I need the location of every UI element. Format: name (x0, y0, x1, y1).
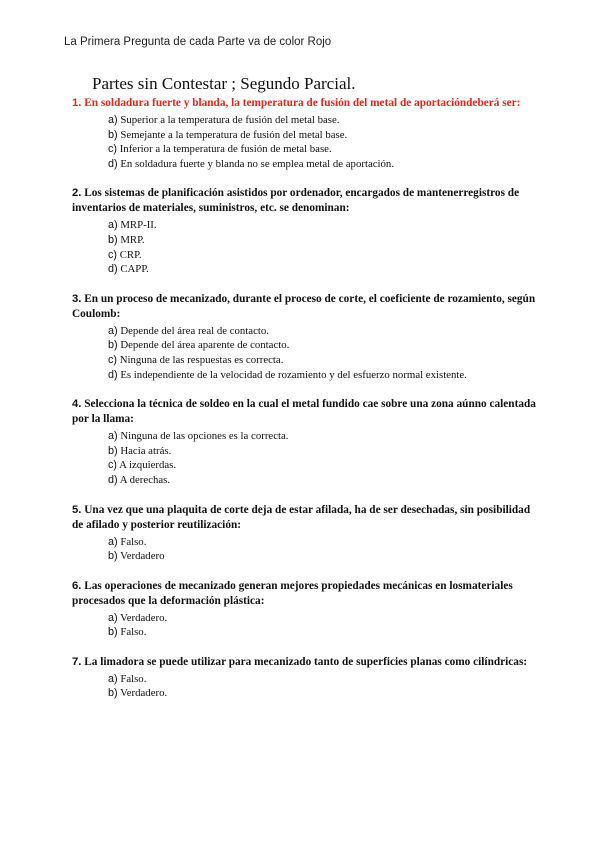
question-number: 3. (72, 292, 82, 305)
answer-option (108, 473, 542, 488)
option-text: Verdadero. (120, 611, 168, 624)
option-letter: a) (108, 324, 118, 337)
option-text: Falso. (120, 626, 147, 639)
question-body: Selecciona la técnica de soldeo en la cual el metal fundido cae sobre una zona aúnno calentada por la llama: (72, 398, 536, 426)
option-text: Depende del área aparente de contacto. (120, 339, 290, 352)
question-number: 4. (72, 398, 82, 411)
question-body: La limadora se puede utilizar para mecanizado tanto de superficies planas como cilíndricas: (84, 655, 528, 668)
option-text: Verdadero. (120, 687, 168, 700)
option-text: MRP-II. (120, 219, 157, 232)
option-text: Semejante a la temperatura de fusión del metal base. (120, 128, 348, 141)
option-letter: b) (108, 626, 118, 639)
option-letter: d) (108, 263, 118, 276)
answer-options (72, 218, 542, 276)
page-title: Partes sin Contestar ; Segundo Parcial. (92, 74, 356, 93)
question-body: En soldadura fuerte y blanda, la temperatura de fusión del metal de aportacióndeberá ser: (84, 97, 521, 109)
option-letter: b) (108, 339, 118, 352)
header-note: La Primera Pregunta de cada Parte va de color Rojo (64, 36, 332, 48)
question-text (72, 292, 542, 322)
question-body: Los sistemas de planificación asistidos por ordenador, encargados de mantenerregistros de inventarios de materiales, suministros, etc. se denominan: (72, 187, 520, 215)
answer-options (72, 429, 542, 487)
answer-option (108, 368, 542, 383)
answer-option (108, 444, 542, 459)
question-number: 2. (72, 187, 82, 200)
option-letter: c) (108, 143, 117, 156)
option-text: Verdadero (120, 550, 165, 563)
answer-option (108, 157, 542, 172)
question-3 (72, 292, 542, 382)
question-1 (72, 96, 542, 171)
answer-option (108, 672, 542, 687)
answer-option (108, 458, 542, 473)
question-text (72, 655, 542, 670)
option-letter: d) (108, 368, 118, 381)
option-letter: c) (108, 353, 117, 366)
question-body: Una vez que una plaquita de corte deja de estar afilada, ha de ser desechadas, sin posibilidad de afilado y posterior reutilización: (72, 503, 531, 531)
option-letter: c) (108, 248, 117, 261)
question-2 (72, 186, 542, 276)
option-text: A derechas. (119, 473, 171, 486)
answer-option (108, 353, 542, 368)
question-number: 5. (72, 503, 82, 516)
answer-option (108, 248, 542, 263)
option-text: Hacia atrás. (120, 444, 172, 457)
option-letter: c) (108, 459, 117, 472)
question-6 (72, 579, 542, 640)
answer-option (108, 549, 542, 564)
question-text (72, 96, 542, 111)
option-text: CRP. (119, 248, 142, 261)
option-letter: b) (108, 550, 118, 563)
question-number: 7. (72, 655, 82, 668)
option-letter: b) (108, 444, 118, 457)
answer-option (108, 625, 542, 640)
option-letter: a) (108, 535, 118, 548)
question-number: 6. (72, 579, 82, 592)
option-text: Ninguna de las opciones es la correcta. (120, 430, 289, 443)
question-list (72, 96, 542, 716)
option-letter: b) (108, 233, 118, 246)
question-text (72, 186, 542, 216)
question-5 (72, 503, 542, 564)
option-text: Inferior a la temperatura de fusión de metal base. (119, 143, 332, 156)
option-letter: a) (108, 672, 118, 685)
question-text (72, 503, 542, 533)
answer-options (72, 113, 542, 171)
question-4 (72, 397, 542, 487)
answer-option (108, 338, 542, 353)
question-text (72, 397, 542, 427)
option-text: Ninguna de las respuestas es correcta. (119, 353, 284, 366)
answer-option (108, 142, 542, 157)
option-letter: d) (108, 157, 118, 170)
option-letter: b) (108, 128, 118, 141)
answer-option (108, 128, 542, 143)
question-text (72, 579, 542, 609)
answer-option (108, 611, 542, 626)
option-letter: a) (108, 430, 118, 443)
answer-option (108, 429, 542, 444)
answer-options (72, 324, 542, 382)
answer-options (72, 672, 542, 701)
question-body: En un proceso de mecanizado, durante el proceso de corte, el coeficiente de rozamiento, según Coulomb: (72, 292, 536, 320)
option-letter: d) (108, 473, 118, 486)
answer-option (108, 262, 542, 277)
answer-option (108, 686, 542, 701)
answer-option (108, 535, 542, 550)
answer-option (108, 233, 542, 248)
option-text: CAPP. (120, 263, 149, 276)
option-letter: a) (108, 611, 118, 624)
option-text: Falso. (120, 672, 147, 685)
answer-option (108, 218, 542, 233)
answer-options (72, 535, 542, 564)
answer-option (108, 113, 542, 128)
option-letter: a) (108, 219, 118, 232)
option-letter: b) (108, 687, 118, 700)
question-7 (72, 655, 542, 701)
option-text: A izquierdas. (119, 459, 177, 472)
option-text: En soldadura fuerte y blanda no se emplea metal de aportación. (120, 157, 395, 170)
option-text: Es independiente de la velocidad de rozamiento y del esfuerzo normal existente. (120, 368, 467, 381)
option-text: Depende del área real de contacto. (120, 324, 269, 337)
option-letter: a) (108, 114, 118, 126)
question-number: 1. (72, 97, 82, 109)
option-text: Falso. (120, 535, 147, 548)
answer-options (72, 611, 542, 640)
question-body: Las operaciones de mecanizado generan mejores propiedades mecánicas en losmateriales procesados que la deformación plástica: (72, 579, 513, 607)
option-text: Superior a la temperatura de fusión del metal base. (120, 114, 340, 126)
answer-option (108, 324, 542, 339)
option-text: MRP. (120, 233, 145, 246)
